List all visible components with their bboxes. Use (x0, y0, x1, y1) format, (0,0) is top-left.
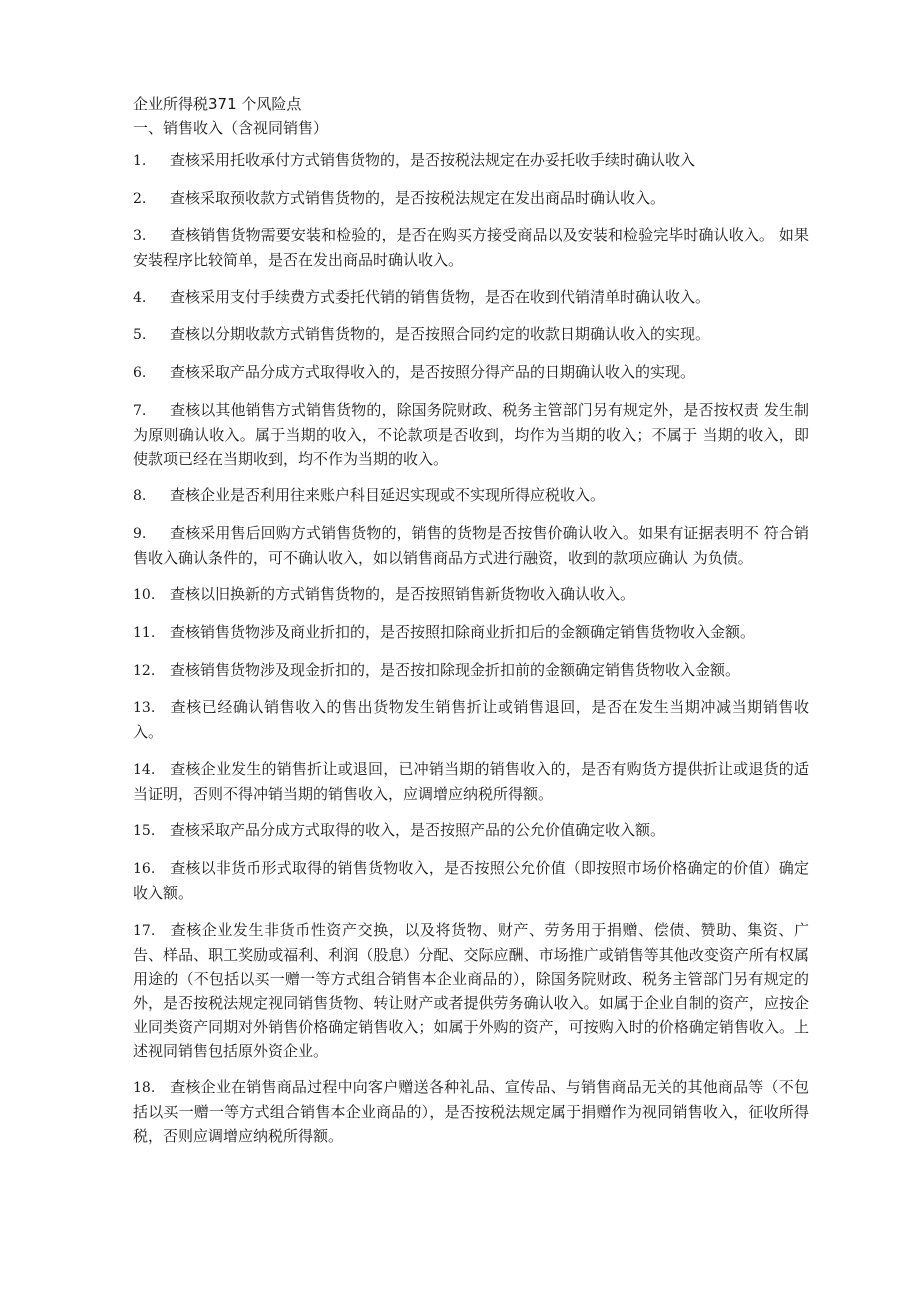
item-text: 查核销售货物涉及现金折扣的，是否按扣除现金折扣前的金额确定销售货物收入金额。 (170, 660, 741, 679)
item-text: 查核企业在销售商品过程中向客户赠送各种礼品、宣传品、与销售商品无关的其他商品等（不包括以买一赠一等方式组合销售本企业商品的），是否按税法规定属于捐赠作为视同销售收入，征收所得税，否则应调增应纳税所得额。 (133, 1078, 809, 1146)
item-text: 查核采取产品分成方式取得收入的，是否按照分得产品的日期确认收入的实现。 (170, 362, 696, 381)
item-number: 17. (133, 922, 156, 939)
item-number: 13. (133, 700, 156, 717)
item-number: 5. (133, 327, 147, 344)
item-number: 12. (133, 662, 156, 679)
item-text: 查核采用售后回购方式销售货物的，销售的货物是否按售价确认收入。如果有证据表明不 符合销售收入确认条件的，可不确认收入，如以销售商品方式进行融资，收到的款项应确认 为负债。 (133, 523, 809, 567)
list-item (133, 757, 809, 806)
item-text: 查核销售货物涉及商业折扣的，是否按照扣除商业折扣后的金额确定销售货物收入金额。 (170, 622, 756, 641)
list-item (133, 322, 809, 347)
item-number: 7. (133, 402, 147, 419)
item-text: 查核已经确认销售收入的售出货物发生销售折让或销售退回，是否在发生当期冲减当期销售收入。 (133, 698, 809, 742)
item-text: 查核以分期收款方式销售货物的，是否按照合同约定的收款日期确认收入的实现。 (170, 325, 711, 344)
item-number: 10. (133, 587, 156, 604)
item-text: 查核企业发生的销售折让或退回，已冲销当期的销售收入的，是否有购货方提供折让或退货的适当证明，否则不得冲销当期的销售收入，应调增应纳税所得额。 (133, 759, 809, 803)
item-text: 查核企业发生非货币性资产交换，以及将货物、财产、劳务用于捐赠、偿债、赞助、集资、广告、样品、职工奖励或福利、利润（股息）分配、交际应酬、市场推广或销售等其他改变资产所有权属用途的（不包括以买一赠一等方式组合销售本企业商品的），除国务院财政、税务主管部门另有规定的外，是否按税法规定视同销售货物、转让财产或者提供劳务确认收入。如属于企业自制的资产，应按企业同类资产同期对外销售价格确定销售收入；如属于外购的资产，可按购入时的价格确定销售收入。上述视同销售包括原外资企业。 (133, 920, 809, 1060)
item-list (133, 148, 809, 1148)
list-item (133, 223, 809, 272)
item-number: 8. (133, 488, 147, 505)
item-number: 11. (133, 624, 156, 641)
list-item (133, 818, 809, 843)
item-number: 18. (133, 1080, 156, 1097)
item-number: 15. (133, 823, 156, 840)
list-item (133, 285, 809, 310)
item-text: 查核销售货物需要安装和检验的，是否在购买方接受商品以及安装和检验完毕时确认收入。 如果安装程序比较简单，是否在发出商品时确认收入。 (133, 226, 809, 270)
item-text: 查核采取预收款方式销售货物的，是否按税法规定在发出商品时确认收入。 (170, 188, 666, 207)
item-number: 14. (133, 761, 156, 778)
item-text: 查核以非货币形式取得的销售货物收入，是否按照公允价值（即按照市场价格确定的价值）确定收入额。 (133, 858, 809, 902)
list-item (133, 658, 809, 683)
item-number: 9. (133, 525, 147, 542)
document-body (133, 92, 809, 1161)
list-item (133, 186, 809, 211)
list-item (133, 582, 809, 607)
item-number: 4. (133, 289, 147, 306)
list-item (133, 695, 809, 744)
document-title: 企业所得税371 个风险点 (133, 95, 302, 113)
section-heading: 一、销售收入（含视同销售） (133, 119, 329, 137)
list-item (133, 620, 809, 645)
item-number: 16. (133, 860, 156, 877)
list-item (133, 360, 809, 385)
item-text: 查核以其他销售方式销售货物的，除国务院财政、税务主管部门另有规定外，是否按权责 发生制为原则确认收入。属于当期的收入，不论款项是否收到，均作为当期的收入；不属于 当期的收入，即使款项已经在当期收到，均不作为当期的收入。 (133, 400, 809, 468)
item-text: 查核采取产品分成方式取得的收入，是否按照产品的公允价值确定收入额。 (170, 821, 666, 840)
item-text: 查核采用支付手续费方式委托代销的销售货物，是否在收到代销清单时确认收入。 (170, 287, 711, 306)
list-item (133, 148, 809, 173)
list-item (133, 521, 809, 570)
item-number: 6. (133, 364, 147, 381)
item-number: 2. (133, 190, 147, 207)
item-text: 查核采用托收承付方式销售货物的，是否按税法规定在办妥托收手续时确认收入 (170, 151, 696, 169)
list-item (133, 856, 809, 905)
item-number: 3. (133, 228, 147, 245)
list-item (133, 918, 809, 1063)
list-item (133, 1075, 809, 1148)
list-item (133, 483, 809, 508)
item-number: 1. (133, 153, 147, 169)
item-text: 查核企业是否利用往来账户科目延迟实现或不实现所得应税收入。 (170, 486, 606, 505)
list-item (133, 398, 809, 471)
item-text: 查核以旧换新的方式销售货物的，是否按照销售新货物收入确认收入。 (170, 585, 636, 604)
